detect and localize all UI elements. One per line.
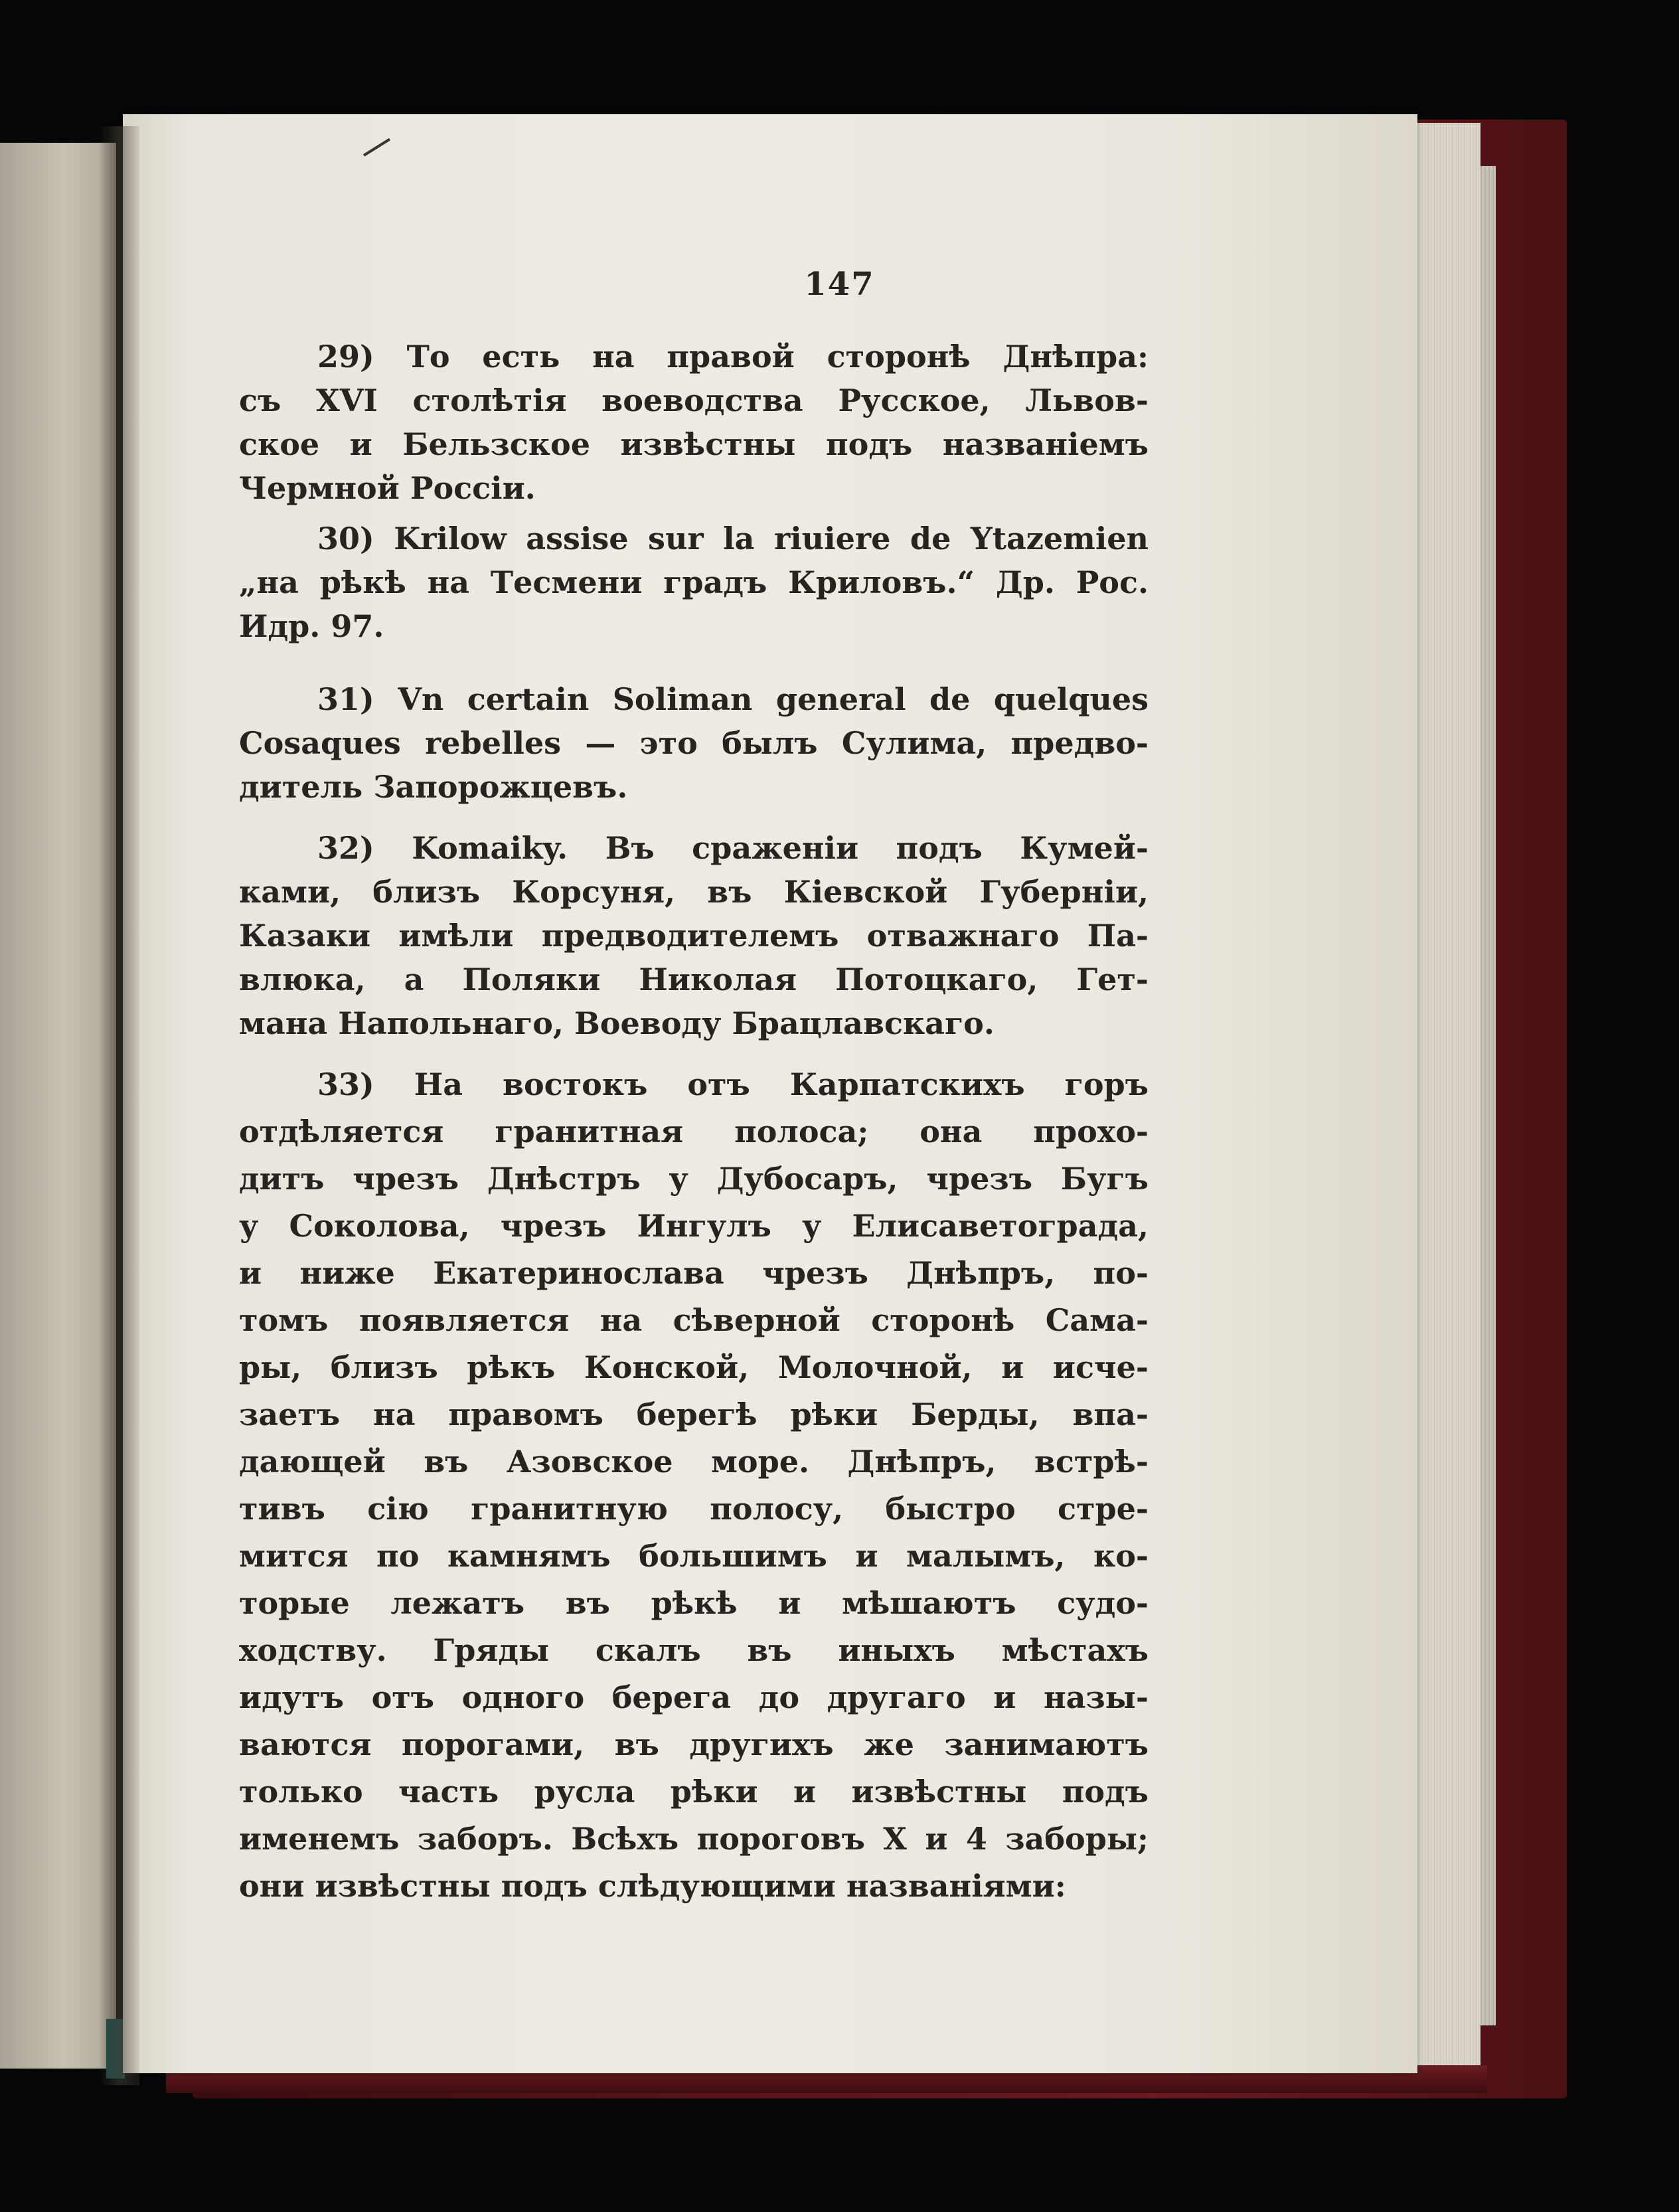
note-line: 30) Krilow assise sur la riuiere de Ytazemien (317, 521, 1149, 556)
note-line: именемъ заборъ. Всѣхъ пороговъ X и 4 заборы; (239, 1821, 1149, 1857)
note-line: ваются порогами, въ другихъ же занимаютъ (239, 1727, 1149, 1762)
note-line: „на рѣкѣ на Тесмени градъ Криловъ.“ Др. Рос. (239, 564, 1149, 600)
note-31 (239, 677, 1149, 809)
note-line: ками, близъ Корсуня, въ Кіевской Губерніи, (239, 874, 1149, 910)
note-line: идутъ отъ одного берега до другаго и назы- (239, 1679, 1149, 1715)
note-line: отдѣляется гранитная полоса; она прохо- (239, 1114, 1149, 1149)
gutter-shadow (100, 126, 139, 2085)
note-line: тивъ сію гранитную полосу, быстро стре- (239, 1491, 1149, 1527)
note-line: ское и Бельзское извѣстны подъ названіемъ (239, 426, 1149, 462)
note-line: 32) Komaiky. Въ сраженіи подъ Кумей- (317, 830, 1149, 866)
note-line: Идр. 97. (239, 608, 384, 644)
note-line: они извѣстны подъ слѣдующими названіями: (239, 1868, 1066, 1904)
note-line: Казаки имѣли предводителемъ отважнаго Па- (239, 918, 1149, 954)
left-page-edge (0, 143, 116, 2069)
note-line: заетъ на правомъ берегѣ рѣки Берды, впа- (239, 1397, 1149, 1432)
note-33 (239, 1061, 1149, 1910)
note-line: мится по камнямъ большимъ и малымъ, ко- (239, 1538, 1149, 1574)
page-number: 147 (804, 266, 875, 303)
note-30 (239, 517, 1149, 648)
note-line: Чермной Россіи. (239, 470, 536, 506)
note-line: дающей въ Азовское море. Днѣпръ, встрѣ- (239, 1444, 1149, 1480)
note-line: мана Напольнаго, Воеводу Брацлавскаго. (239, 1005, 995, 1041)
note-line: Cosaques rebelles — это былъ Сулима, предво- (239, 725, 1149, 761)
note-line: 33) На востокъ отъ Карпатскихъ горъ (317, 1066, 1149, 1102)
note-29 (239, 335, 1149, 510)
note-line: торые лежатъ въ рѣкѣ и мѣшаютъ судо- (239, 1585, 1149, 1621)
note-line: влюка, а Поляки Николая Потоцкаго, Гет- (239, 962, 1149, 997)
note-line: ры, близъ рѣкъ Конской, Молочной, и исче- (239, 1349, 1149, 1385)
page-stack (1407, 123, 1480, 2065)
note-line: у Соколова, чрезъ Ингулъ у Елисаветограда, (239, 1208, 1149, 1244)
note-line: дитъ чрезъ Днѣстръ у Дубосаръ, чрезъ Бугъ (239, 1161, 1149, 1197)
note-line: и ниже Екатеринослава чрезъ Днѣпръ, по- (239, 1255, 1149, 1291)
note-line: 29) То есть на правой сторонѣ Днѣпра: (317, 339, 1149, 375)
note-line: ходству. Гряды скалъ въ иныхъ мѣстахъ (239, 1632, 1149, 1668)
note-line: только часть русла рѣки и извѣстны подъ (239, 1774, 1149, 1810)
note-line: дитель Запорожцевъ. (239, 769, 628, 805)
note-32 (239, 826, 1149, 1045)
note-line: съ XVI столѣтія воеводства Русское, Львов- (239, 383, 1149, 418)
note-line: 31) Vn certain Soliman general de quelques (317, 681, 1149, 717)
note-line: томъ появляется на сѣверной сторонѣ Сама- (239, 1302, 1149, 1338)
